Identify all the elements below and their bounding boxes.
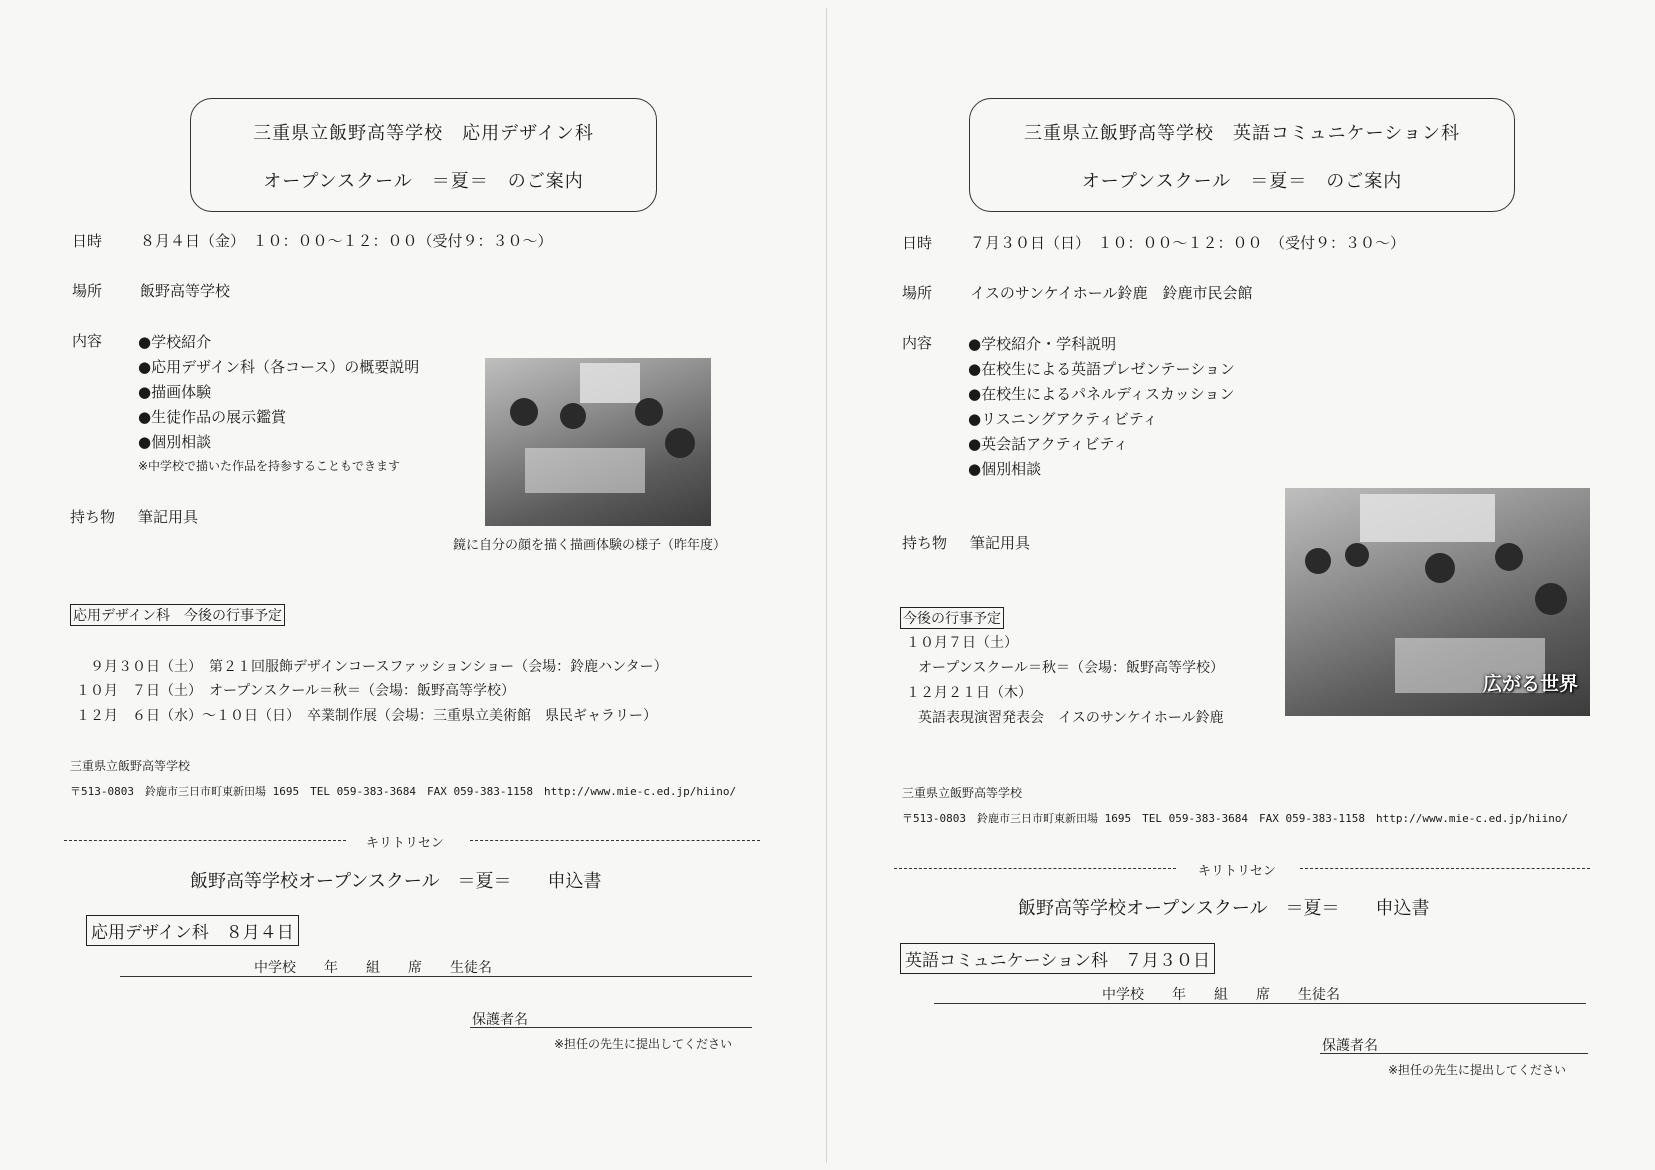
- right-photo-overlay: 広がる世界: [1482, 673, 1578, 695]
- list-item: ●学校紹介・学科説明: [968, 335, 1117, 353]
- list-item: ●在校生によるパネルディスカッション: [968, 385, 1235, 403]
- list-item: ●生徒作品の展示鑑賞: [138, 408, 287, 426]
- left-cut-label: キリトリセン: [366, 836, 444, 851]
- right-schedule-heading: 今後の行事予定: [900, 607, 1004, 629]
- right-guardian-label: 保護者名: [1322, 1038, 1378, 1054]
- left-cut-line-a: [64, 840, 346, 841]
- left-title-box: [190, 98, 657, 212]
- left-content-note: ※中学校で描いた作品を持参することもできます: [138, 459, 401, 473]
- left-form-fields: 中学校 年 組 席 生徒名: [254, 960, 492, 976]
- left-place-label: 場所: [72, 282, 103, 300]
- right-schedule-4: 英語表現演習発表会 イスのサンケイホール鈴鹿: [918, 710, 1224, 726]
- left-bring-label: 持ち物: [70, 508, 116, 526]
- left-form-title: 飯野高等学校オープンスクール ＝夏＝ 申込書: [190, 871, 602, 892]
- right-form-fields: 中学校 年 組 席 生徒名: [1102, 987, 1340, 1003]
- list-item: ●応用デザイン科（各コース）の概要説明: [138, 358, 420, 376]
- left-guardian-label: 保護者名: [472, 1012, 528, 1028]
- list-item: ●個別相談: [138, 433, 212, 451]
- right-bring-value: 筆記用具: [970, 534, 1031, 552]
- left-place-value: 飯野高等学校: [140, 282, 231, 300]
- left-schedule-3: １２月 ６日（水）〜１０日（日） 卒業制作展（会場：三重県立美術館 県民ギャラリー）: [76, 708, 657, 724]
- left-form-dept: 応用デザイン科 ８月４日: [86, 915, 299, 946]
- right-photo: [1285, 488, 1590, 716]
- right-guardian-line: [1320, 1053, 1588, 1054]
- left-content-label: 内容: [72, 332, 103, 350]
- left-submit-note: ※担任の先生に提出してください: [554, 1037, 733, 1051]
- list-item: ●個別相談: [968, 460, 1042, 478]
- right-school-name: 三重県立飯野高等学校: [902, 786, 1023, 800]
- left-content-list: [138, 330, 419, 455]
- list-item: ●リスニングアクティビティ: [968, 410, 1158, 428]
- right-form-dept: 英語コミュニケーション科 ７月３０日: [900, 943, 1215, 974]
- left-guardian-line: [470, 1027, 752, 1028]
- right-form-line: [934, 1003, 1586, 1004]
- left-date-label: 日時: [72, 232, 103, 250]
- right-place-label: 場所: [902, 284, 933, 302]
- right-bring-label: 持ち物: [902, 534, 948, 552]
- list-item: ●在校生による英語プレゼンテーション: [968, 360, 1235, 378]
- left-schedule-heading: 応用デザイン科 今後の行事予定: [70, 604, 285, 626]
- right-address: 〒513-0803 鈴鹿市三日市町東新田場 1695 TEL 059-383-3684 FAX 059-383-1158 http://www.mie-c.ed.jp/hiino/: [902, 812, 1569, 825]
- left-title-line2: オープンスクール ＝夏＝ のご案内: [263, 171, 584, 192]
- right-content-label: 内容: [902, 334, 933, 352]
- right-title-line1: 三重県立飯野高等学校 英語コミュニケーション科: [1024, 123, 1460, 144]
- right-schedule-2: オープンスクール＝秋＝（会場：飯野高等学校）: [918, 660, 1225, 676]
- left-schedule-2: １０月 ７日（土） オープンスクール＝秋＝（会場：飯野高等学校）: [76, 683, 516, 699]
- left-photo-caption: 鏡に自分の顔を描く描画体験の様子（昨年度）: [453, 538, 727, 553]
- left-cut-line-b: [470, 840, 760, 841]
- right-title-line2: オープンスクール ＝夏＝ のご案内: [1081, 171, 1403, 192]
- right-form-title: 飯野高等学校オープンスクール ＝夏＝ 申込書: [1018, 898, 1430, 919]
- right-content-list: [968, 332, 1235, 482]
- left-form-line: [120, 976, 752, 977]
- right-submit-note: ※担任の先生に提出してください: [1388, 1063, 1567, 1077]
- left-address: 〒513-0803 鈴鹿市三日市町東新田場 1695 TEL 059-383-3684 FAX 059-383-1158 http://www.mie-c.ed.jp/hiino/: [70, 785, 737, 798]
- left-schedule-1: ９月３０日（土） 第２１回服飾デザインコースファッションショー（会場：鈴鹿ハンター）: [90, 659, 668, 675]
- left-photo: [485, 358, 711, 526]
- right-schedule-3: １２月２１日（木）: [906, 685, 1032, 701]
- right-cut-label: キリトリセン: [1198, 864, 1276, 879]
- list-item: ●学校紹介: [138, 333, 212, 351]
- right-schedule-1: １０月７日（土）: [906, 635, 1018, 651]
- right-date-label: 日時: [902, 234, 933, 252]
- right-date-value: ７月３０日（日） １０：００〜１２：００ （受付９：３０〜）: [970, 234, 1406, 252]
- left-school-name: 三重県立飯野高等学校: [70, 759, 191, 773]
- page-fold: [826, 8, 827, 1163]
- list-item: ●英会話アクティビティ: [968, 435, 1129, 453]
- left-date-value: ８月４日（金） １０：００〜１２：００（受付９：３０〜）: [140, 232, 553, 250]
- left-bring-value: 筆記用具: [138, 508, 199, 526]
- right-cut-line-a: [894, 868, 1176, 869]
- right-title-box: [969, 98, 1515, 212]
- right-cut-line-b: [1300, 868, 1590, 869]
- left-title-line1: 三重県立飯野高等学校 応用デザイン科: [253, 123, 594, 144]
- right-place-value: イスのサンケイホール鈴鹿 鈴鹿市民会館: [970, 284, 1253, 302]
- list-item: ●描画体験: [138, 383, 212, 401]
